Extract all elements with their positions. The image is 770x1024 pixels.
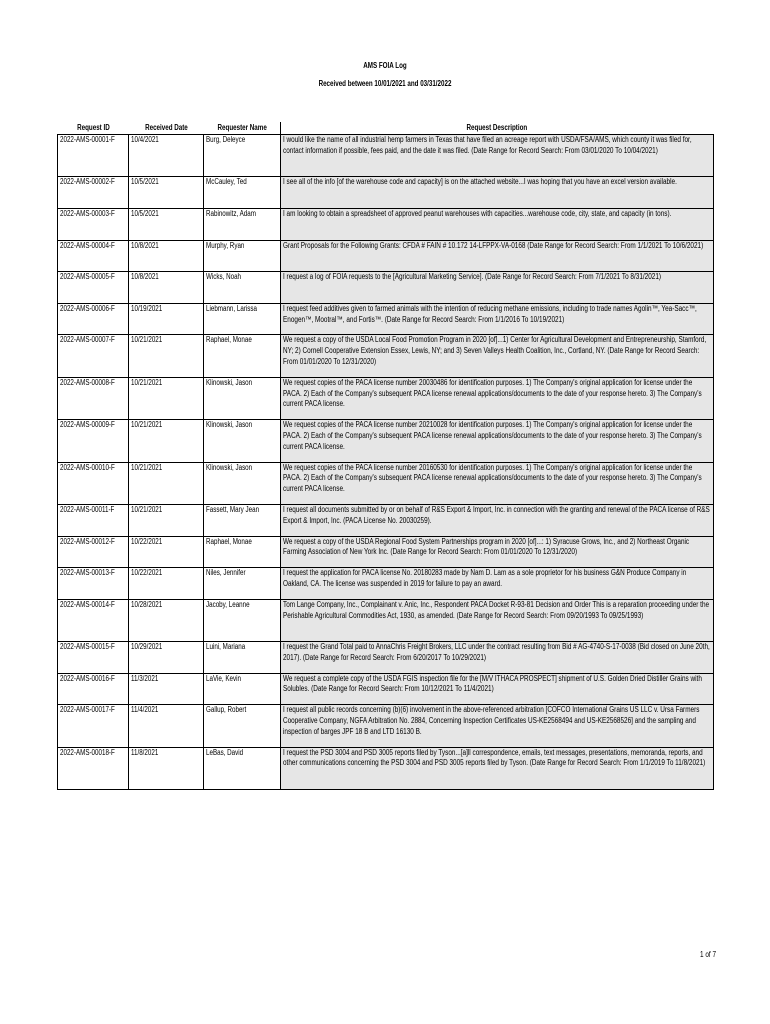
requester-name-cell: Niles, Jennifer [204, 568, 281, 600]
header-received-date: Received Date [129, 122, 204, 135]
table-row [58, 208, 714, 240]
received-date-cell: 10/21/2021 [129, 504, 204, 536]
requester-name-cell: LaVie, Kevin [204, 673, 281, 705]
request-id-cell: 2022-AMS-00017-F [58, 705, 129, 747]
request-description-cell: We request copies of the PACA license number 20210028 for identification purposes. 1) The Company's original application for license under the PACA. 2) Each of the Company's subsequent PACA license renewal applications/documents to the date of your response hereto. 3) The Company's current PACA license. [281, 420, 714, 462]
page-number: 1 of 7 [700, 950, 717, 959]
received-date-cell: 10/5/2021 [129, 208, 204, 240]
foia-log-table [57, 122, 714, 790]
request-description-cell: Grant Proposals for the Following Grants: CFDA # FAIN # 10.172 14-LFPPX-VA-0168 (Date Range for Record Search: From 1/1/2021 To 10/6/2021) [281, 240, 714, 272]
table-row [58, 568, 714, 600]
request-id-cell: 2022-AMS-00013-F [58, 568, 129, 600]
request-description-cell: We request a complete copy of the USDA FGIS inspection file for the [M/V ITHACA PROSPECT] shipment of U.S. Golden Dried Distiller Grains with Solubles. (Date Range for Record Search: From 10/12/2021 To 11/4/2021) [281, 673, 714, 705]
received-date-cell: 10/21/2021 [129, 462, 204, 504]
table-row [58, 747, 714, 789]
requester-name-cell: Wicks, Noah [204, 272, 281, 304]
received-date-cell: 10/8/2021 [129, 272, 204, 304]
requester-name-cell: Raphael, Monae [204, 335, 281, 377]
header-request-description: Request Description [281, 122, 714, 135]
request-id-cell: 2022-AMS-00002-F [58, 177, 129, 209]
request-description-cell: I request feed additives given to farmed animals with the intention of reducing methane emissions, including to trade names Agolin™, Yea-Sacc™, Enogen™, Mootral™, and Fortis™. (Date Range for Record Search: From 1/1/2016 To 10/19/2021) [281, 303, 714, 335]
request-description-cell: I request the Grand Total paid to AnnaChris Freight Brokers, LLC under the contract resulting from Bid # AG-4740-S-17-0038 (Bid closed on June 20th, 2017). (Date Range for Record Search: From 6/20/2017 To 10/29/2021) [281, 642, 714, 674]
table-row [58, 377, 714, 419]
request-id-cell: 2022-AMS-00009-F [58, 420, 129, 462]
request-description-cell: Tom Lange Company, Inc., Complainant v. Anic, Inc., Respondent PACA Docket R-93-81 Decision and Order This is a reparation proceeding under the Perishable Agricultural Commodities Act, 1930, as amended. (Date Range for Record Search: From 09/20/1993 To 09/25/1993) [281, 599, 714, 641]
request-description-cell: I would like the name of all industrial hemp farmers in Texas that have filed an acreage report with USDA/FSA/AMS, which county it was filed for, contact information if possible, fees paid, and the date it was filed. (Date Range for Record Search: From 03/01/2020 To 10/04/2021) [281, 135, 714, 177]
received-date-cell: 11/4/2021 [129, 705, 204, 747]
header-request-id: Request ID [58, 122, 129, 135]
requester-name-cell: Fassett, Mary Jean [204, 504, 281, 536]
request-id-cell: 2022-AMS-00016-F [58, 673, 129, 705]
request-description-cell: I see all of the info [of the warehouse code and capacity] is on the attached website...I was hoping that you have an excel version available. [281, 177, 714, 209]
requester-name-cell: Burg, Deleyce [204, 135, 281, 177]
table-header-row [58, 122, 714, 135]
received-date-cell: 10/21/2021 [129, 335, 204, 377]
received-date-cell: 10/4/2021 [129, 135, 204, 177]
request-description-cell: We request copies of the PACA license number 20160530 for identification purposes. 1) The Company's original application for license under the PACA. 2) Each of the Company's subsequent PACA license renewal applications/documents to the date of your response hereto. 3) The Company's current PACA license. [281, 462, 714, 504]
requester-name-cell: Gallup, Robert [204, 705, 281, 747]
requester-name-cell: McCauley, Ted [204, 177, 281, 209]
request-id-cell: 2022-AMS-00011-F [58, 504, 129, 536]
table-row [58, 272, 714, 304]
table-row [58, 504, 714, 536]
request-id-cell: 2022-AMS-00010-F [58, 462, 129, 504]
request-id-cell: 2022-AMS-00012-F [58, 536, 129, 568]
requester-name-cell: Klinowski, Jason [204, 377, 281, 419]
table-row [58, 135, 714, 177]
document-subtitle: Received between 10/01/2021 and 03/31/2022 [318, 79, 452, 88]
requester-name-cell: Klinowski, Jason [204, 462, 281, 504]
request-description-cell: We request copies of the PACA license number 20030486 for identification purposes. 1) The Company's original application for license under the PACA. 2) Each of the Company's subsequent PACA license renewal applications/documents to the date of your response hereto. 3) The Company's current PACA license. [281, 377, 714, 419]
request-id-cell: 2022-AMS-00006-F [58, 303, 129, 335]
request-description-cell: I am looking to obtain a spreadsheet of approved peanut warehouses with capacities...warehouse code, city, state, and capacity (in tons). [281, 208, 714, 240]
received-date-cell: 10/22/2021 [129, 568, 204, 600]
table-row [58, 177, 714, 209]
request-id-cell: 2022-AMS-00015-F [58, 642, 129, 674]
table-row [58, 536, 714, 568]
request-id-cell: 2022-AMS-00014-F [58, 599, 129, 641]
table-row [58, 642, 714, 674]
requester-name-cell: LeBas, David [204, 747, 281, 789]
received-date-cell: 10/21/2021 [129, 420, 204, 462]
requester-name-cell: Jacoby, Leanne [204, 599, 281, 641]
requester-name-cell: Luini, Mariana [204, 642, 281, 674]
received-date-cell: 10/22/2021 [129, 536, 204, 568]
received-date-cell: 10/8/2021 [129, 240, 204, 272]
received-date-cell: 11/8/2021 [129, 747, 204, 789]
request-description-cell: I request a log of FOIA requests to the [Agricultural Marketing Service]. (Date Range for Record Search: From 7/1/2021 To 8/31/2021) [281, 272, 714, 304]
received-date-cell: 11/3/2021 [129, 673, 204, 705]
document-title: AMS FOIA Log [363, 61, 407, 70]
requester-name-cell: Murphy, Ryan [204, 240, 281, 272]
table-row [58, 673, 714, 705]
request-id-cell: 2022-AMS-00018-F [58, 747, 129, 789]
table-row [58, 599, 714, 641]
request-id-cell: 2022-AMS-00001-F [58, 135, 129, 177]
request-description-cell: We request a copy of the USDA Local Food Promotion Program in 2020 [of]...1) Center for Agricultural Development and Entrepreneurship, Stamford, NY; 2) Cornell Cooperative Extension Essex, Lewis, NY; and 3) Seven Valleys Health Coalition, Inc., Cortland, NY. (Date Range for Record Search: From 01/01/2020 To 12/31/2020) [281, 335, 714, 377]
request-id-cell: 2022-AMS-00007-F [58, 335, 129, 377]
request-description-cell: We request a copy of the USDA Regional Food System Partnerships program in 2020 [of]...: 1) Syracuse Grows, Inc., and 2) Northeast Organic Farming Association of New York Inc. (Date Range for Record Search: From 01/01/2020 To 12/31/2020) [281, 536, 714, 568]
request-id-cell: 2022-AMS-00003-F [58, 208, 129, 240]
table-row [58, 335, 714, 377]
header-requester-name: Requester Name [204, 122, 281, 135]
request-id-cell: 2022-AMS-00008-F [58, 377, 129, 419]
requester-name-cell: Rabinowitz, Adam [204, 208, 281, 240]
request-description-cell: I request the PSD 3004 and PSD 3005 reports filed by Tyson...[a]ll correspondence, emails, text messages, presentations, memoranda, reports, and other communications concerning the PSD 3004 and PSD 3005 reports filed by Tyson. (Date Range for Record Search: From 1/1/2019 To 11/8/2021) [281, 747, 714, 789]
received-date-cell: 10/19/2021 [129, 303, 204, 335]
table-row [58, 462, 714, 504]
table-row [58, 240, 714, 272]
requester-name-cell: Raphael, Monae [204, 536, 281, 568]
requester-name-cell: Liebmann, Larissa [204, 303, 281, 335]
received-date-cell: 10/29/2021 [129, 642, 204, 674]
received-date-cell: 10/28/2021 [129, 599, 204, 641]
table-row [58, 705, 714, 747]
requester-name-cell: Klinowski, Jason [204, 420, 281, 462]
request-description-cell: I request all public records concerning (b)(6) involvement in the above-referenced arbitration [COFCO International Grains US LLC v. Ursa Farmers Cooperative Company, NGFA Arbitration No. 2884, Concerning Inspection Certificates US-KE2568494 and US-KE2568526] and the sampling and inspection of barges JPF 18 B and LTD 16130 B. [281, 705, 714, 747]
table-row [58, 303, 714, 335]
request-id-cell: 2022-AMS-00004-F [58, 240, 129, 272]
received-date-cell: 10/5/2021 [129, 177, 204, 209]
table-row [58, 420, 714, 462]
request-id-cell: 2022-AMS-00005-F [58, 272, 129, 304]
request-description-cell: I request the application for PACA license No. 20180283 made by Nam D. Lam as a sole proprietor for his business G&N Produce Company in Oakland, CA. The license was suspended in 2019 for failure to pay an award. [281, 568, 714, 600]
received-date-cell: 10/21/2021 [129, 377, 204, 419]
request-description-cell: I request all documents submitted by or on behalf of R&S Export & Import, Inc. in connection with the granting and renewal of the PACA license of R&S Export & Import, Inc. (PACA License No. 20030259). [281, 504, 714, 536]
